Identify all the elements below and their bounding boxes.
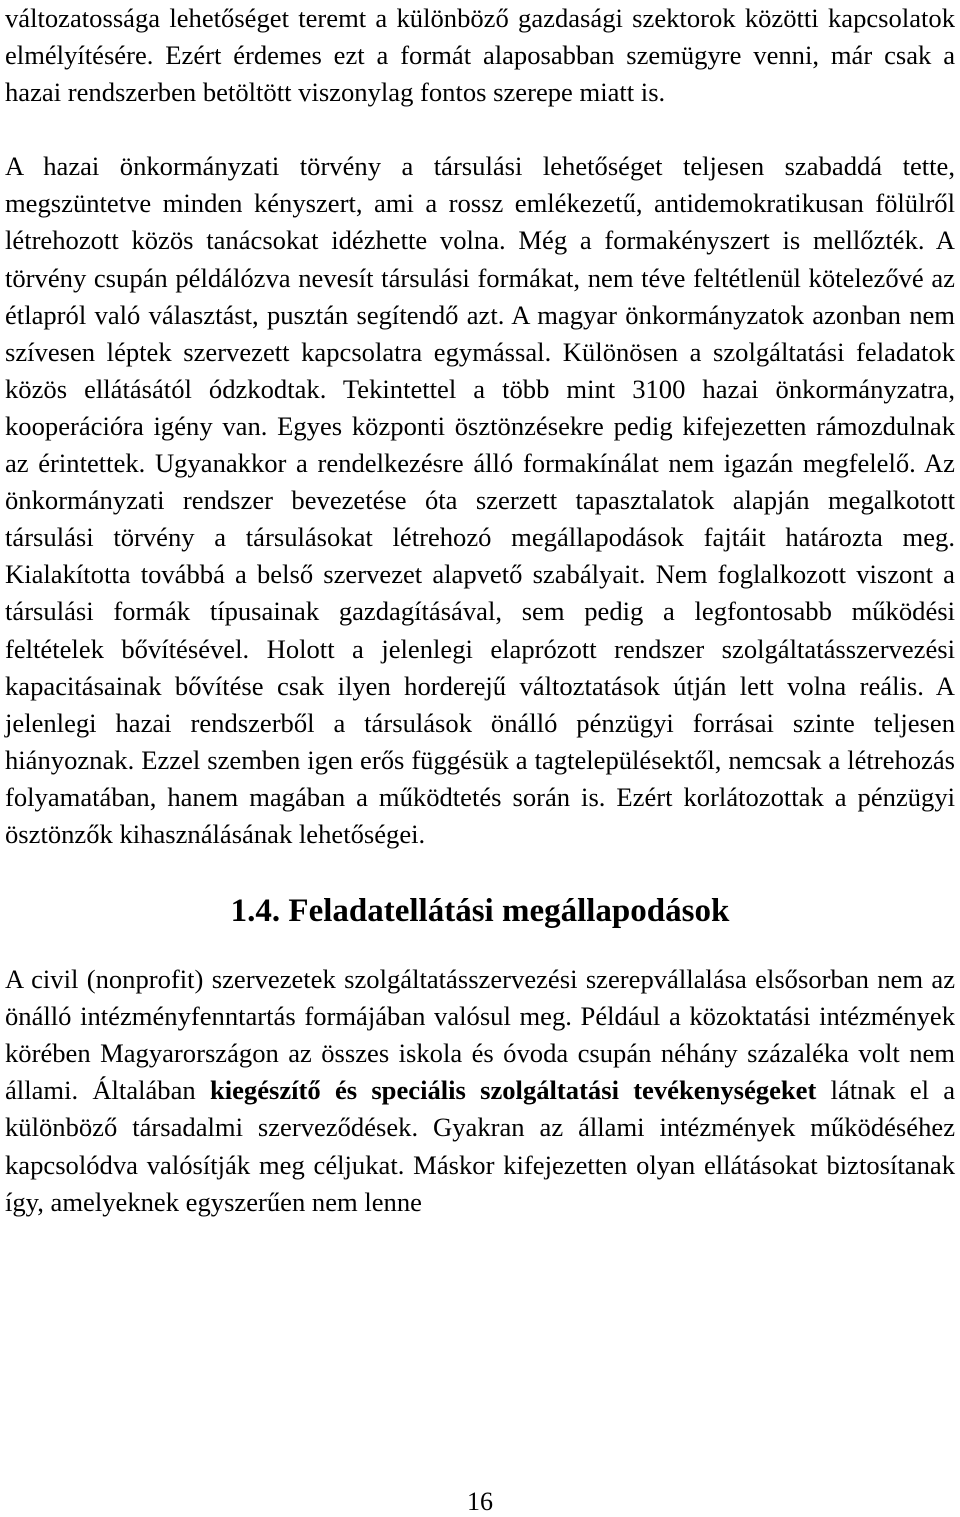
paragraph-continuation: változatossága lehetőséget teremt a különböző gazdasági szektorok közötti kapcsolatok elmélyítésére. Ezért érdemes ezt a formát alaposabban szemügyre venni, már csak a hazai rendszerben betöltött viszonylag fontos szerepe miatt is.: [5, 3, 955, 108]
paragraph-text-after-bold: látnak el a különböző társadalmi szerveződések. Gyakran az állami intézmények működéséhez kapcsolódva valósítják meg céljukat. Máskor kifejezetten olyan ellátásokat biztosítanak így, amelyeknek egyszerűen nem lenne: [5, 1075, 955, 1217]
document-page: [5, 0, 955, 1221]
paragraph-civil-organizations: [5, 961, 955, 1221]
bold-emphasis: kiegészítő és speciális szolgáltatási tevékenységeket: [209, 1075, 817, 1106]
section-heading: 1.4. Feladatellátási megállapodások: [230, 893, 730, 930]
paragraph-municipal-law: A hazai önkormányzati törvény a társulási lehetőséget teljesen szabaddá tette, megszüntetve minden kényszert, ami a rossz emlékezetű, antidemokratikusan fölülről létrehozott közös tanácsokat idézhette volna. Még a formakényszert is mellőzték. A törvény csupán példálózva nevesít társulási formákat, nem téve feltétlenül kötelezővé az étlapról való választást, pusztán segítendő azt. A magyar önkormányzatok azonban nem szívesen léptek szervezett kapcsolatra egymással. Különösen a szolgáltatási feladatok közös ellátásától ódzkodtak. Tekintettel a több mint 3100 hazai önkormányzatra, kooperációra igény van. Egyes központi ösztönzésekre pedig kifejezetten rámozdulnak az érintettek. Ugyanakkor a rendelkezésre álló formakínálat nem igazán megfelelő. Az önkormányzati rendszer bevezetése óta szerzett tapasztalatok alapján megalkotott társulási törvény a társulásokat létrehozó megállapodások fajtáit határozta meg. Kialakította továbbá a belső szervezet alapvető szabályait. Nem foglalkozott viszont a társulási formák típusainak gazdagításával, sem pedig a legfontosabb működési feltételek bővítésével. Holott a jelenlegi elaprózott rendszer szolgáltatásszervezési kapacitásainak bővítése csak ilyen horderejű változtatások útján lett volna reális. A jelenlegi hazai rendszerből a társulások önálló pénzügyi forrásai szinte teljesen hiányoznak. Ezzel szemben igen erős függésük a tagtelepülésektől, nemcsak a létrehozás folyamatában, hanem magában a működtetés során is. Ezért korlátozottak a pénzügyi ösztönzők kihasználásának lehetőségei.: [5, 151, 955, 849]
paragraph-text-before-bold: A civil (nonprofit) szervezetek szolgáltatásszervezési szerepvállalása elsősorban nem az önálló intézményfenntartás formájában valósul meg. Például a közoktatási intézmények körében Magyarországon az összes iskola és óvoda csupán néhány százaléka volt nem állami. Általában: [5, 964, 955, 1106]
page-number: 16: [467, 1487, 493, 1516]
